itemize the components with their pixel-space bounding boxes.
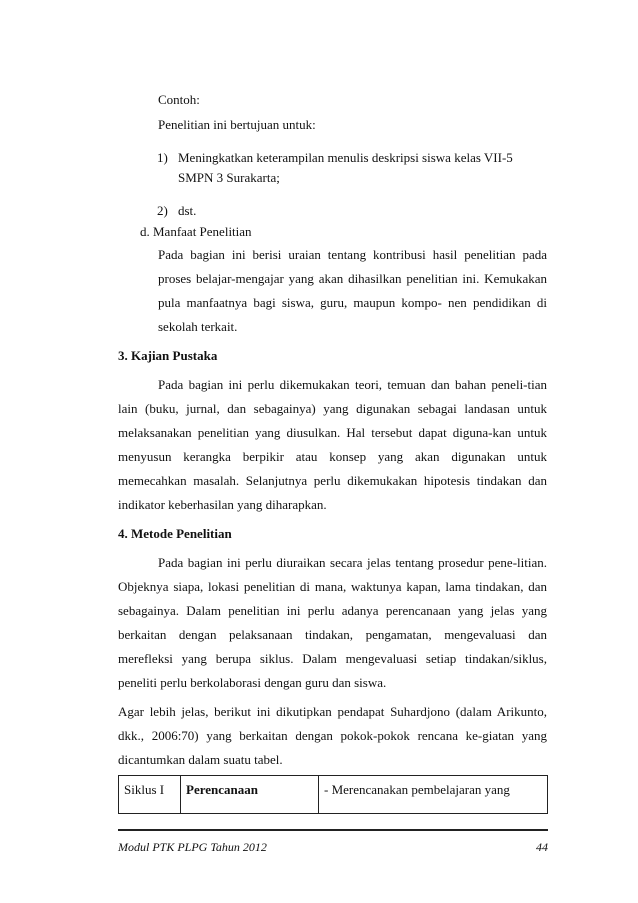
table-row [119,776,548,814]
manfaat-line-3: pula manfaatnya bagi siswa, guru, maupun kompo- nen pendidikan di [158,295,547,310]
metode-line-1: Pada bagian ini perlu diuraikan secara jelas tentang prosedur pene-litian. [158,555,547,570]
kajian-line-5: memecahkan masalah. Selanjutnya perlu dikemukakan hipotesis tindakan dan [118,473,547,488]
kajian-line-4: menyusun kerangka berpikir atau konsep yang akan digunakan untuk [118,449,547,464]
siklus-table [118,775,548,814]
kajian-heading: 3. Kajian Pustaka [118,348,218,363]
agar-line-1: Agar lebih jelas, berikut ini dikutipkan pendapat Suhardjono (dalam Arikunto, [118,704,547,719]
kajian-line-3: melaksanakan penelitian yang diusulkan. Hal tersebut dapat diguna-kan untuk [118,425,547,440]
footer-divider [118,829,548,831]
kajian-line-1: Pada bagian ini perlu dikemukakan teori, temuan dan bahan peneli-tian [158,377,547,392]
page-number: 44 [536,840,548,854]
footer-module-title: Modul PTK PLPG Tahun 2012 [118,840,267,854]
manfaat-line-1: Pada bagian ini berisi uraian tentang kontribusi hasil penelitian pada [158,247,547,262]
metode-line-2: Objeknya siapa, lokasi penelitian di mana, waktunya kapan, lama tindakan, dan [118,579,547,594]
kajian-line-2: lain (buku, jurnal, dan sebagainya) yang digunakan sebagai landasan untuk [118,401,547,416]
metode-line-6: peneliti perlu berkolaborasi dengan guru dan siswa. [118,675,387,690]
manfaat-heading: d. Manfaat Penelitian [140,224,252,239]
contoh-item1-line2: SMPN 3 Surakarta; [178,170,280,185]
contoh-item2-number: 2) [157,203,168,218]
manfaat-line-4: sekolah terkait. [158,319,238,334]
table-cell-kegiatan: - Merencanakan pembelajaran yang [319,776,548,814]
agar-line-3: dicantumkan dalam suatu tabel. [118,752,283,767]
kajian-line-6: indikator keberhasilan yang diharapkan. [118,497,327,512]
metode-line-3: sebagainya. Dalam penelitian ini perlu adanya perencanaan yang jelas yang [118,603,547,618]
table-cell-siklus: Siklus I [119,776,181,814]
manfaat-line-2: proses belajar-mengajar yang akan dihasilkan penelitian ini. Kemukakan [158,271,547,286]
metode-heading: 4. Metode Penelitian [118,526,232,541]
table-cell-perencanaan: Perencanaan [181,776,319,814]
contoh-intro: Penelitian ini bertujuan untuk: [158,117,316,132]
contoh-item1-line1: Meningkatkan keterampilan menulis deskripsi siswa kelas VII-5 [178,150,513,165]
contoh-item1-number: 1) [157,150,168,165]
metode-line-4: berkaitan dengan pelaksanaan tindakan, pengamatan, mengevaluasi dan [118,627,547,642]
contoh-item2-text: dst. [178,203,197,218]
agar-line-2: dkk., 2006:70) yang berkaitan dengan pokok-pokok rencana ke-giatan yang [118,728,547,743]
metode-line-5: merefleksi yang berupa siklus. Dalam mengevaluasi setiap tindakan/siklus, [118,651,547,666]
contoh-label: Contoh: [158,92,200,107]
